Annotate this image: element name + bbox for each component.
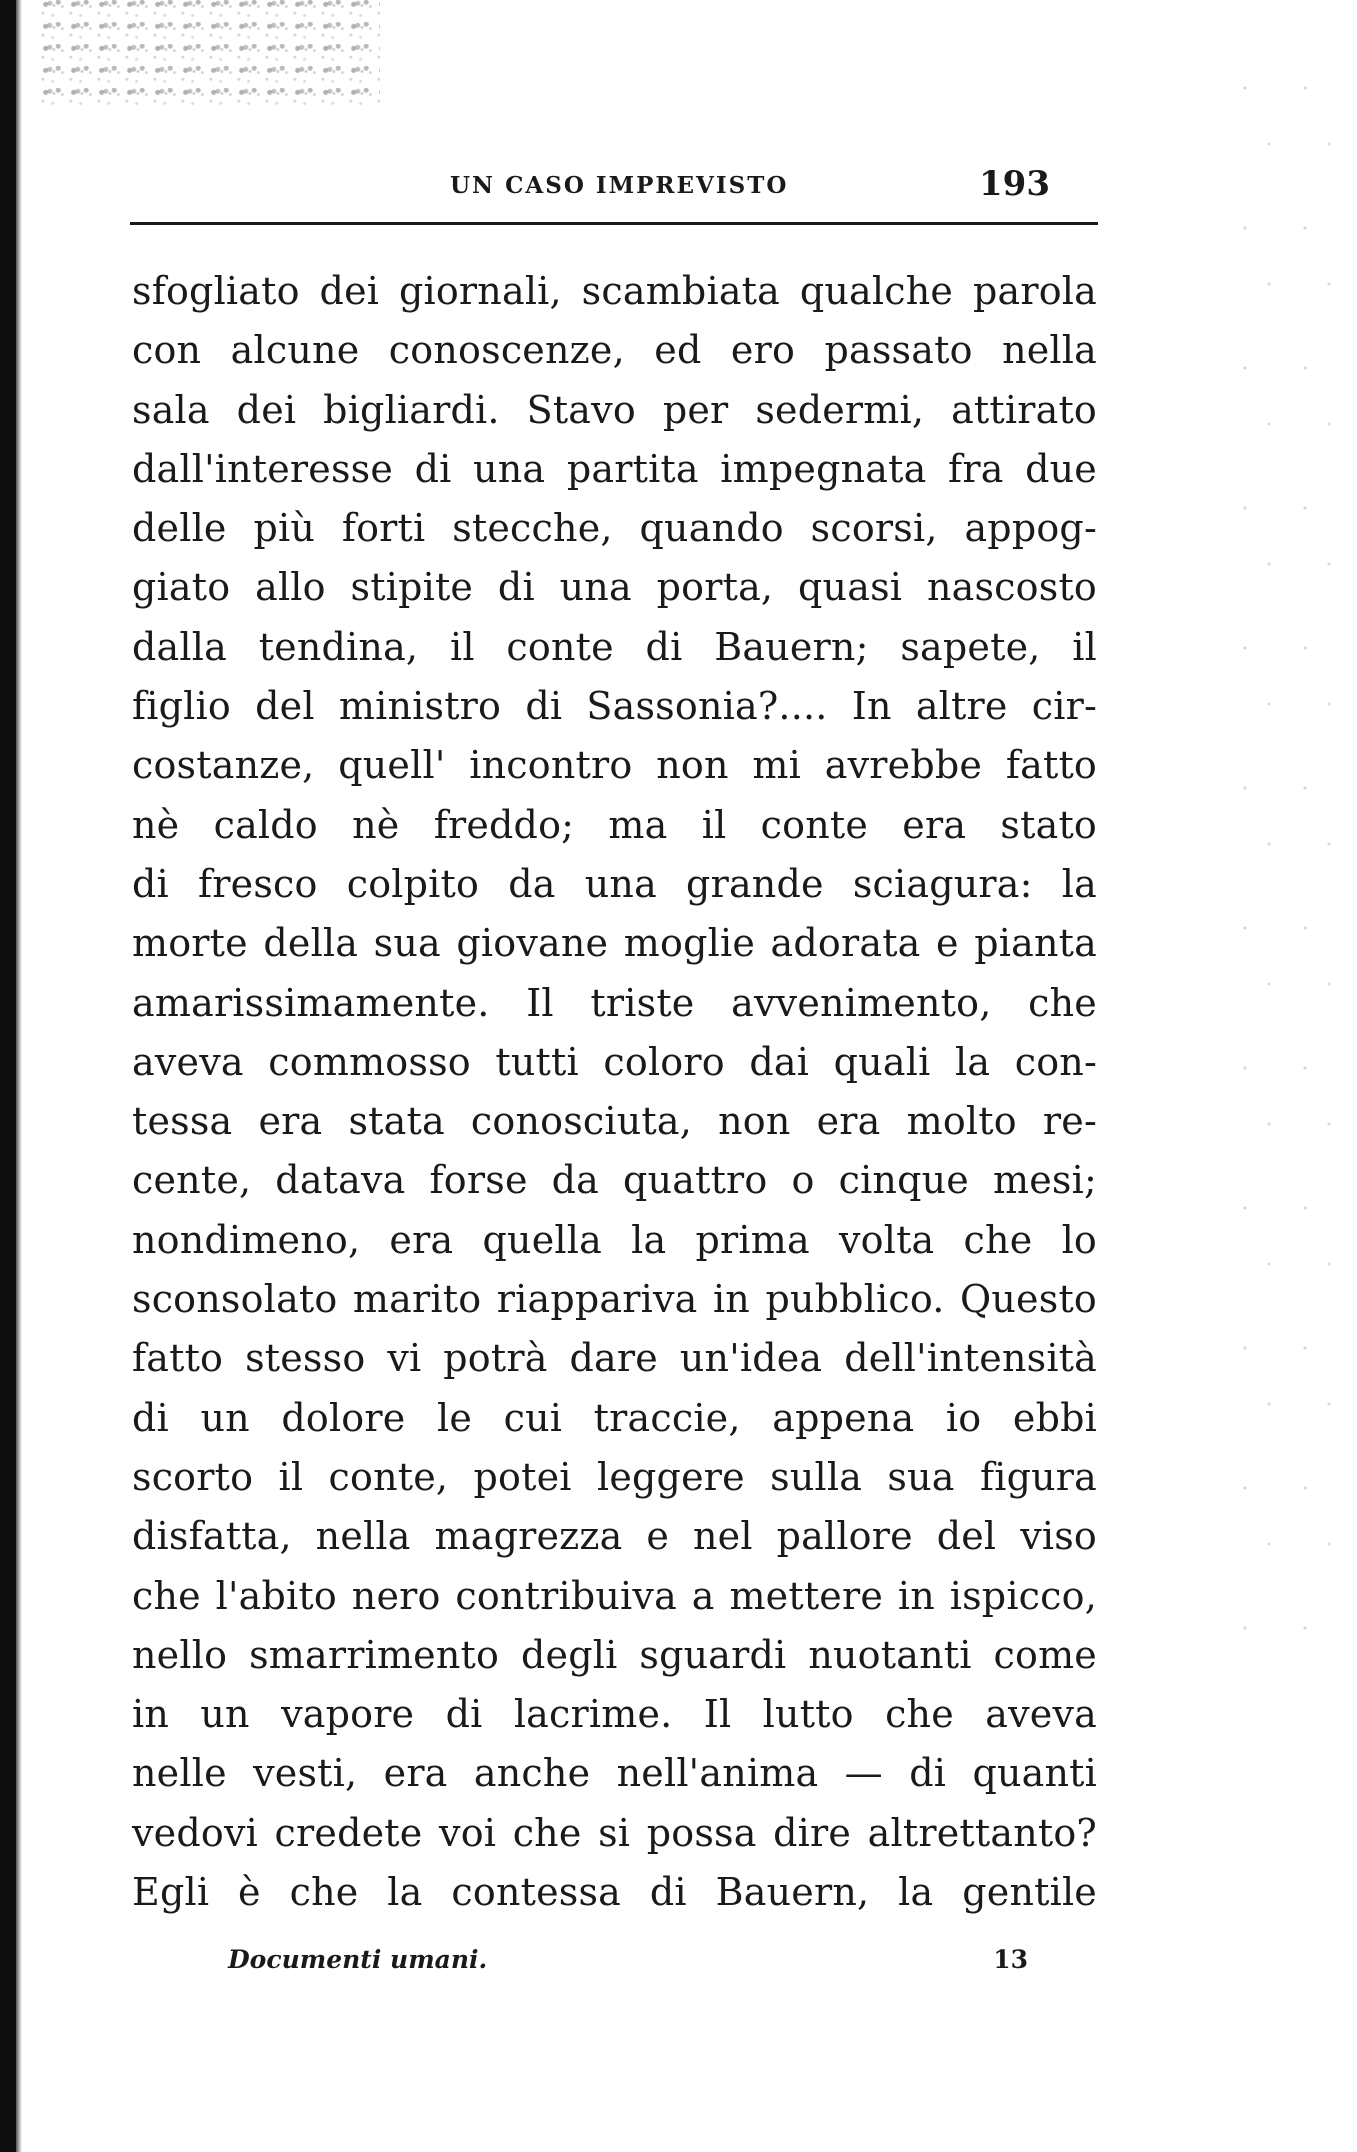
- text-line: morte della sua giovane moglie adorata e pianta: [132, 921, 1097, 966]
- text-line: in un vapore di lacrime. Il lutto che aveva: [132, 1692, 1097, 1737]
- scan-noise-right: [1227, 60, 1347, 1660]
- text-line: nello smarrimento degli sguardi nuotanti come: [132, 1632, 1097, 1677]
- text-line: Egli è che la contessa di Bauern, la gentile: [132, 1870, 1097, 1915]
- text-line: dalla tendina, il conte di Bauern; sapete, il: [132, 624, 1097, 669]
- signature-number: 13: [993, 1945, 1028, 1974]
- text-line: sala dei bigliardi. Stavo per sedermi, attirato: [132, 387, 1097, 432]
- running-title: UN CASO IMPREVISTO: [450, 172, 789, 199]
- text-line: aveva commosso tutti coloro dai quali la con-: [132, 1039, 1097, 1084]
- header-rule: [130, 222, 1098, 225]
- text-line: scorto il conte, potei leggere sulla sua figura: [132, 1454, 1097, 1499]
- text-line: giato allo stipite di una porta, quasi nascosto: [132, 565, 1097, 610]
- text-line: amarissimamente. Il triste avvenimento, che: [132, 980, 1097, 1025]
- scan-noise-top: [40, 0, 380, 110]
- scan-binding-shadow: [16, 0, 22, 2152]
- page-number: 193: [979, 164, 1050, 204]
- text-line: che l'abito nero contribuiva a mettere in ispicco,: [132, 1573, 1097, 1618]
- text-line: costanze, quell' incontro non mi avrebbe fatto: [132, 743, 1097, 788]
- text-line: figlio del ministro di Sassonia?.... In altre cir-: [132, 684, 1097, 729]
- running-head: [130, 162, 1100, 214]
- text-line: con alcune conoscenze, ed ero passato nella: [132, 328, 1097, 373]
- text-line: di fresco colpito da una grande sciagura: la: [132, 861, 1097, 906]
- text-line: nelle vesti, era anche nell'anima — di quanti: [132, 1751, 1097, 1796]
- text-line: delle più forti stecche, quando scorsi, appog-: [132, 506, 1097, 551]
- text-line: nondimeno, era quella la prima volta che lo: [132, 1217, 1097, 1262]
- text-line: sconsolato marito riappariva in pubblico. Questo: [132, 1277, 1097, 1322]
- text-line: nè caldo nè freddo; ma il conte era stato: [132, 802, 1097, 847]
- page-footer: [228, 1945, 1028, 1985]
- body-text: [132, 262, 1097, 1922]
- text-line: tessa era stata conosciuta, non era molto re-: [132, 1099, 1097, 1144]
- text-line: vedovi credete voi che si possa dire altrettanto?: [132, 1810, 1097, 1855]
- text-line: di un dolore le cui traccie, appena io ebbi: [132, 1395, 1097, 1440]
- text-line: fatto stesso vi potrà dare un'idea dell'intensità: [132, 1336, 1097, 1381]
- signature-title: Documenti umani.: [228, 1945, 488, 1974]
- scan-binding-edge: [0, 0, 16, 2152]
- text-line: dall'interesse di una partita impegnata fra due: [132, 446, 1097, 491]
- text-line: sfogliato dei giornali, scambiata qualche parola: [132, 269, 1097, 313]
- text-line: disfatta, nella magrezza e nel pallore del viso: [132, 1514, 1097, 1559]
- text-line: cente, datava forse da quattro o cinque mesi;: [132, 1158, 1097, 1203]
